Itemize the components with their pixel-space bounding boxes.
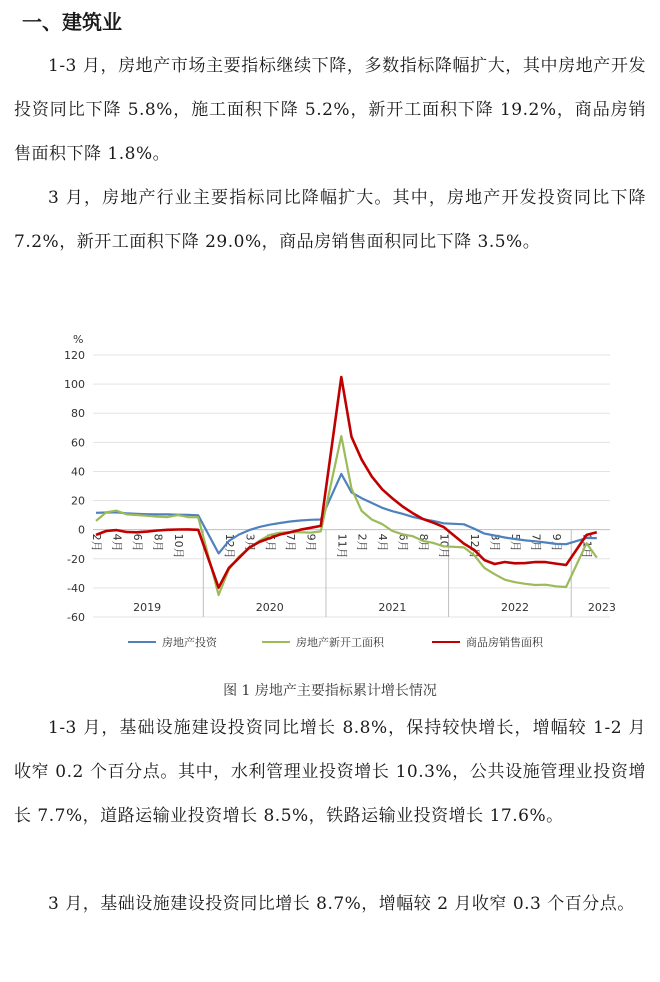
legend-label: 房地产投资 [162,636,217,649]
y-tick-label: -60 [67,611,85,624]
month-tick-label: 2月 [355,533,369,552]
month-tick-label: 3月 [243,533,257,552]
chart-canvas [40,320,620,680]
month-tick-label: 5月 [263,533,277,552]
month-tick-label: 7月 [284,533,298,552]
y-tick-label: 20 [71,494,85,508]
paragraph-march-real-estate: 3 月，房地产行业主要指标同比降幅扩大。其中，房地产开发投资同比下降 7.2%，新开工面积下降 29.0%，商品房销售面积同比下降 3.5%。 [14,188,646,252]
month-tick-label: 8月 [151,533,165,552]
figure-caption: 图 1 房地产主要指标累计增长情况 [223,683,437,699]
year-label: 2021 [378,601,407,614]
y-tick-label: 0 [78,523,85,537]
y-tick-label: 120 [64,349,85,362]
month-tick-label: 12月 [468,533,482,559]
month-tick-label: 10月 [437,533,451,559]
y-tick-label: -40 [67,581,85,595]
month-tick-label: 2月 [90,533,103,552]
paragraph-march-infrastructure: 3 月，基础设施建设投资同比增长 8.7%，增幅较 2 月收窄 0.3 个百分点。 [48,894,635,914]
month-tick-label: 7月 [529,533,543,552]
real-estate-line-chart [40,320,620,680]
month-tick-label: 6月 [130,533,144,552]
paragraph-q1-infrastructure: 1-3 月，基础设施建设投资同比增长 8.8%，保持较快增长，增幅较 1-2 月收窄 0.2 个百分点。其中，水利管理业投资增长 10.3%，公共设施管理业投资增长 7.7%，道路运输业投资增长 8.5%，铁路运输业投资增长 17.6%。 [14,718,646,826]
legend-label: 房地产新开工面积 [296,636,384,649]
legend-label: 商品房销售面积 [466,636,543,649]
month-tick-label: 9月 [549,533,563,552]
month-tick-label: 10月 [171,533,185,559]
month-tick-label: 4月 [110,533,124,552]
month-tick-label: 4月 [376,533,390,552]
month-tick-label: 12月 [222,533,236,559]
y-tick-label: 80 [71,407,85,421]
year-label: 2023 [587,601,616,614]
month-tick-label: 11月 [580,533,594,559]
series-line-2 [96,436,597,595]
y-tick-label: 100 [64,378,85,392]
y-tick-label: 60 [71,436,85,450]
month-tick-label: 9月 [304,533,318,552]
year-label: 2022 [501,601,530,614]
paragraph-q1-real-estate: 1-3 月，房地产市场主要指标继续下降，多数指标降幅扩大，其中房地产开发投资同比下降 5.8%，施工面积下降 5.2%，新开工面积下降 19.2%，商品房销售面积下降 1.8%。 [14,56,646,164]
month-tick-label: 5月 [509,533,523,552]
y-axis-unit-label: % [73,333,84,346]
year-label: 2020 [255,601,284,614]
section-heading: 一、建筑业 [22,10,122,34]
month-tick-label: 3月 [488,533,502,552]
month-tick-label: 6月 [396,533,410,552]
y-tick-label: -20 [67,552,85,566]
month-tick-label: 8月 [417,533,431,552]
month-tick-label: 11月 [335,533,349,559]
y-tick-label: 40 [71,465,85,479]
year-label: 2019 [133,601,162,614]
